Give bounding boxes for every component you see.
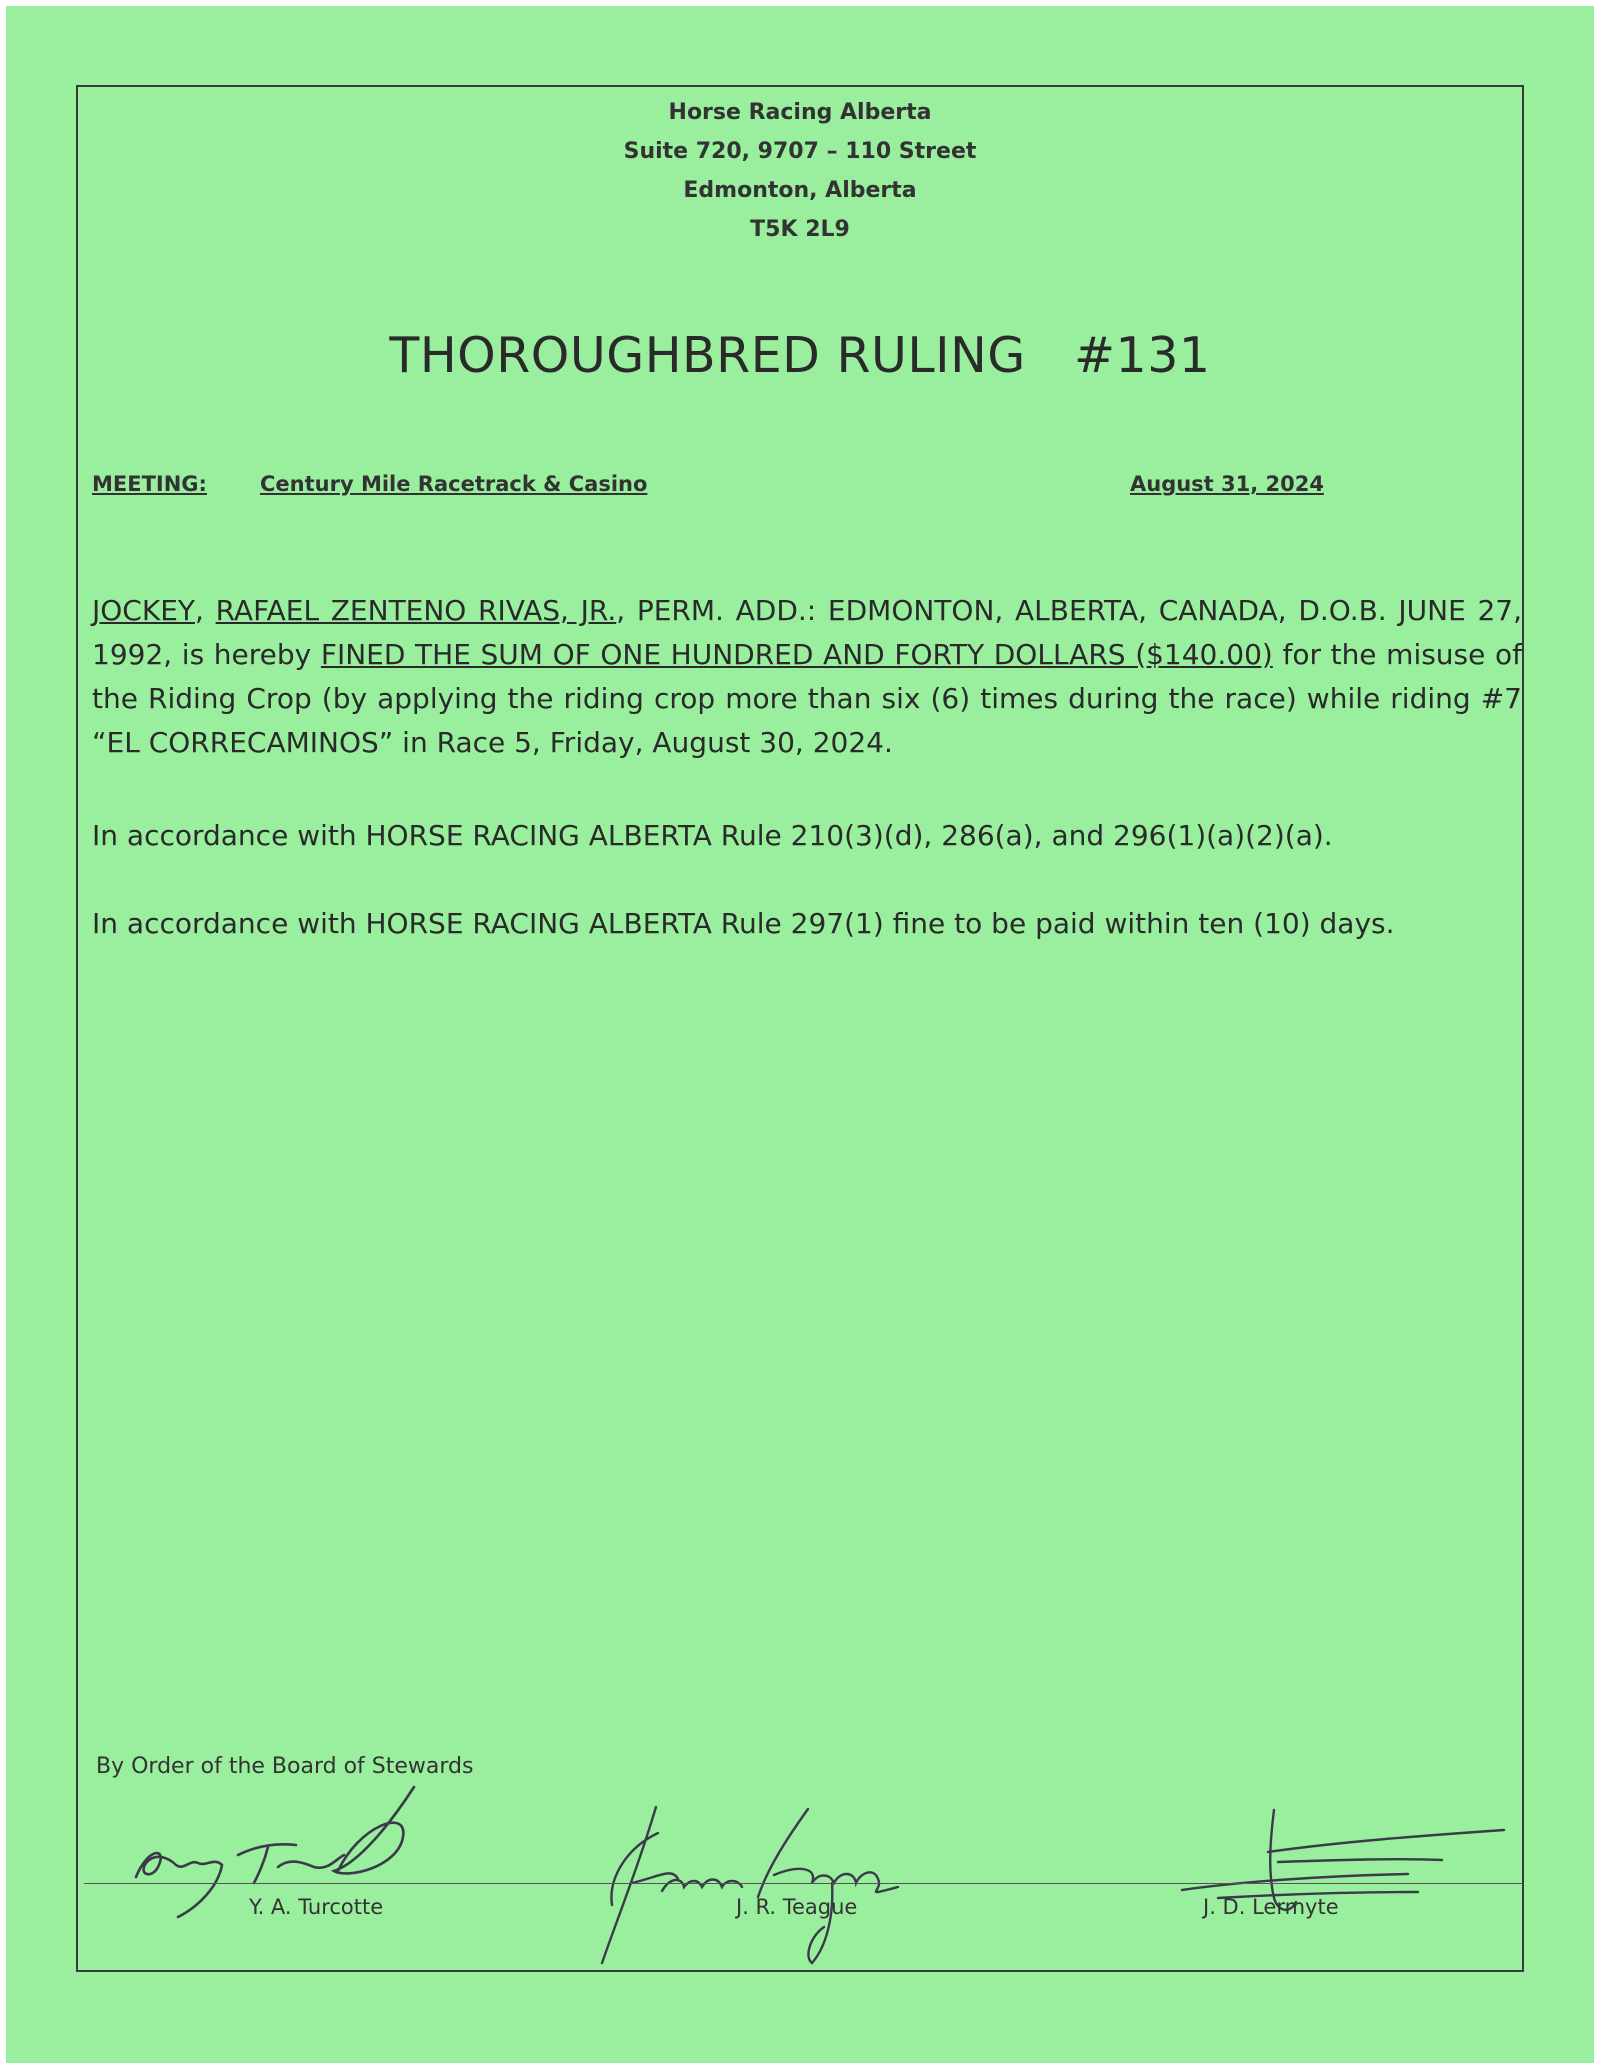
steward-name-2: J. R. Teague — [736, 1895, 858, 1919]
signature-teague — [598, 1787, 908, 1967]
ruling-paragraph — [92, 589, 1522, 765]
ruling-title: THOROUGHBRED RULING #131 — [389, 327, 1211, 384]
meeting-label: MEETING: — [92, 472, 207, 496]
ruling-separator: , — [195, 594, 216, 627]
meeting-venue: Century Mile Racetrack & Casino — [260, 472, 648, 496]
address-line-2: Edmonton, Alberta — [683, 178, 917, 203]
address-dob: , PERM. ADD.: EDMONTON, ALBERTA, CANADA, D.O.B. JUNE 27, 1992, is hereby — [92, 594, 1522, 671]
postal-code: T5K 2L9 — [750, 217, 850, 242]
jockey-name: RAFAEL ZENTENO RIVAS, JR. — [215, 594, 617, 627]
rules-paragraph: In accordance with HORSE RACING ALBERTA Rule 210(3)(d), 286(a), and 296(1)(a)(2)(a). — [92, 819, 1333, 852]
penalty: FINED THE SUM OF ONE HUNDRED AND FORTY DOLLARS ($140.00) — [320, 638, 1273, 671]
order-text: By Order of the Board of Stewards — [96, 1754, 474, 1779]
infraction-details: for the misuse of the Riding Crop (by applying the riding crop more than six (6) times during the race) while riding #7 “EL CORRECAMINOS” in Race 5, Friday, August 30, 2024. — [92, 638, 1522, 759]
steward-name-1: Y. A. Turcotte — [249, 1895, 384, 1919]
letterhead — [78, 93, 1522, 249]
signature-line — [84, 1883, 1522, 1884]
address-line-1: Suite 720, 9707 – 110 Street — [623, 139, 977, 164]
steward-name-3: J. D. Lermyte — [1203, 1895, 1339, 1919]
org-name: Horse Racing Alberta — [668, 100, 932, 125]
ruling-role: JOCKEY — [92, 594, 196, 627]
meeting-date: August 31, 2024 — [1130, 472, 1324, 496]
document-page — [6, 6, 1594, 2063]
fine-paragraph: In accordance with HORSE RACING ALBERTA Rule 297(1) fine to be paid within ten (10) days. — [92, 907, 1395, 940]
ruling-frame — [76, 85, 1524, 1972]
